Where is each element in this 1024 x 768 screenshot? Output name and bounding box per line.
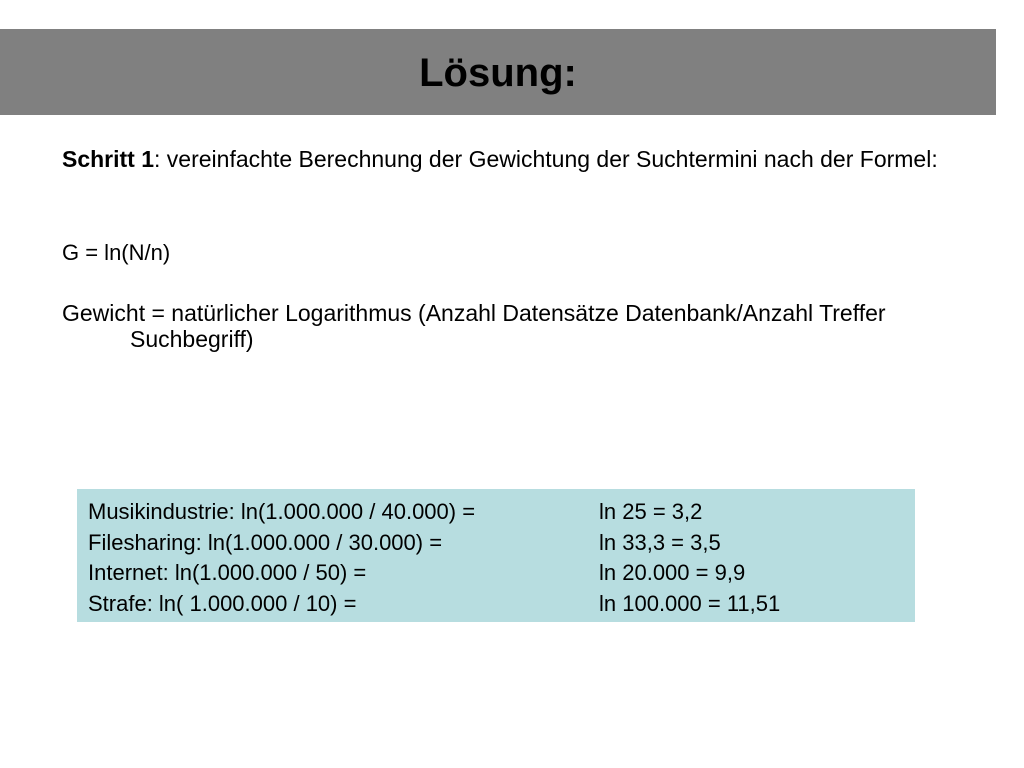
calculation-box [77,489,915,622]
formula-explanation: Gewicht = natürlicher Logarithmus (Anzahl Datensätze Datenbank/Anzahl Treffer Suchbegriff) [62,300,886,352]
calc-expression: Internet: ln(1.000.000 / 50) = [88,560,367,585]
calc-row-internet [88,558,915,589]
calc-row-musikindustrie [88,497,915,528]
calc-result: ln 33,3 = 3,5 [599,529,721,555]
formula: G = ln(N/n) [62,240,171,265]
calc-result: ln 20.000 = 9,9 [599,560,746,585]
calc-expression: Musikindustrie: ln(1.000.000 / 40.000) = [88,499,476,524]
calc-expression: Filesharing: ln(1.000.000 / 30.000) = [88,529,443,555]
slide-title: Lösung: [419,50,577,95]
calc-row-strafe [88,589,915,620]
step-paragraph [62,146,1010,172]
calc-expression: Strafe: ln( 1.000.000 / 10) = [88,590,357,616]
step-text: : vereinfachte Berechnung der Gewichtung der Suchtermini nach der Formel: [154,146,938,172]
title-bar [0,29,996,115]
calc-result: ln 25 = 3,2 [599,499,703,524]
calc-result: ln 100.000 = 11,51 [599,590,781,616]
calc-row-filesharing [88,528,915,559]
step-label: Schritt 1 [62,146,155,172]
